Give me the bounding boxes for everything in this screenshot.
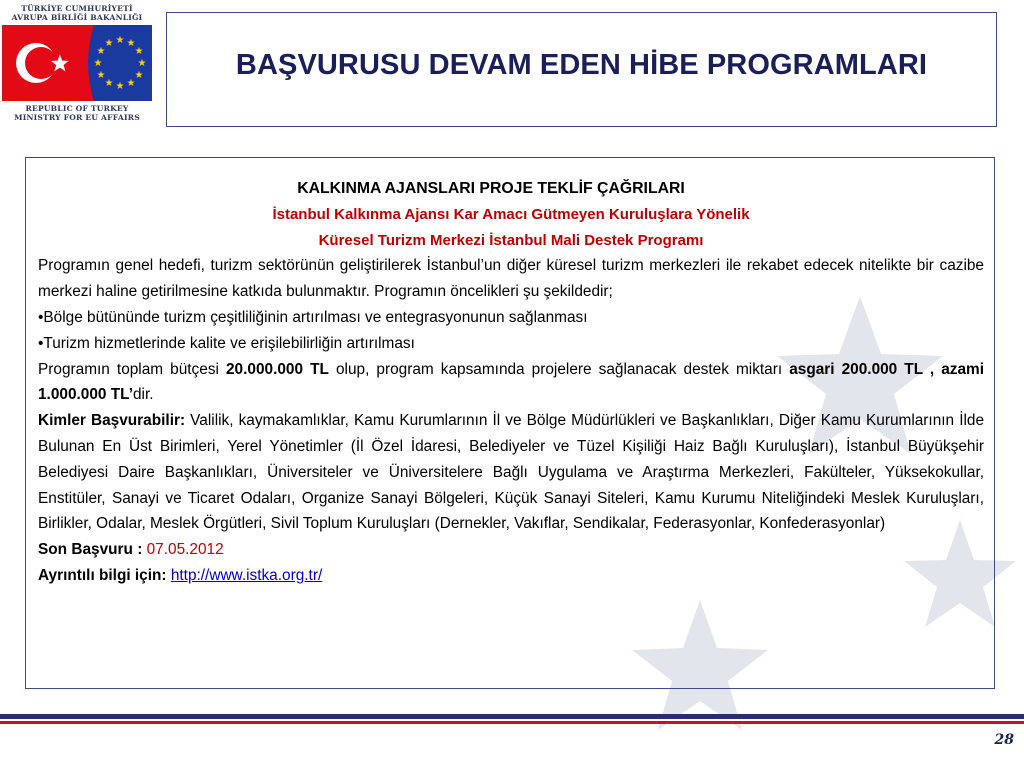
deadline-label: Son Başvuru : <box>38 541 147 559</box>
svg-text:★: ★ <box>126 78 136 89</box>
budget-prefix: Programın toplam bütçesi <box>38 360 226 378</box>
content-panel <box>25 157 995 689</box>
svg-text:★: ★ <box>96 70 106 81</box>
intro-paragraph: Programın genel hedefi, turizm sektörünün geliştirilerek İstanbul’un diğer küresel turizm merkezleri ile rekabet edecek nitelikte bir cazibe merkezi haline getirilmesine katkıda bulunmaktır. Programın öncelikleri şu şekildedir; <box>38 257 984 301</box>
svg-text:★: ★ <box>93 58 103 69</box>
budget-paragraph <box>38 357 984 409</box>
info-label: Ayrıntılı bilgi için: <box>38 566 171 584</box>
svg-text:★: ★ <box>115 81 125 92</box>
logo-text-line: REPUBLIC OF TURKEY <box>25 104 129 113</box>
logo-text-line: AVRUPA BİRLİĞİ BAKANLIĞI <box>11 13 143 22</box>
svg-text:★: ★ <box>115 35 125 46</box>
svg-text:★: ★ <box>137 58 147 69</box>
program-name-line-2: Küresel Turizm Merkezi İstanbul Mali Destek Programı <box>318 231 704 249</box>
header-title-box <box>166 12 997 127</box>
info-line <box>38 563 984 589</box>
info-link[interactable]: http://www.istka.org.tr/ <box>170 566 323 584</box>
footer-band <box>0 714 1024 724</box>
logo-text-line: MINISTRY FOR EU AFFAIRS <box>14 113 140 122</box>
eligibility-text: Valilik, kaymakamlıklar, Kamu Kurumlarının İl ve Bölge Müdürlükleri ve Başkanlıkları, Diğer Kamu Kurumlarının İlde Bulunan En Üst Birimleri, Yerel Yönetimler (İl Özel İdaresi, Belediyeler ve Tüzel Kişiliği Haiz Bağlı Kuruluşları), İstanbul Büyükşehir Belediyesi Daire Başkanlıkları, Üniversiteler ve Üniversitelere Bağlı Uygulama ve Araştırma Merkezleri, Fakülteler, Yüksekokullar, Enstitüler, Sanayi ve Ticaret Odaları, Organize Sanayi Bölgeleri, Küçük Sanayi Siteleri, Kamu Kurumu Niteliğindeki Meslek Kuruluşları, Birlikler, Odalar, Meslek Örgütleri, Sivil Toplum Kuruluşları (Dernekler, Vakıflar, Sendikalar, Federasyonlar, Konfederasyonlar) <box>38 412 985 533</box>
svg-text:★: ★ <box>104 78 114 89</box>
svg-text:★: ★ <box>134 70 144 81</box>
budget-amount: 20.000.000 TL <box>226 360 329 378</box>
bullet-item: •Turizm hizmetlerinde kalite ve erişilebilirliğin artırılması <box>38 334 415 352</box>
ministry-logo <box>2 2 152 126</box>
logo-text-line: TÜRKİYE CUMHURİYETİ <box>21 4 133 13</box>
eligibility-paragraph <box>38 408 984 537</box>
svg-text:★: ★ <box>126 38 136 49</box>
svg-text:★: ★ <box>96 46 106 57</box>
eligibility-label: Kimler Başvurabilir: <box>38 412 186 430</box>
flags-emblem <box>2 25 152 101</box>
section-title: KALKINMA AJANSLARI PROJE TEKLİF ÇAĞRILARI <box>297 180 685 197</box>
footer-red-line <box>0 721 1024 724</box>
budget-middle: olup, program kapsamında projelere sağlanacak destek miktarı <box>328 360 790 378</box>
page-title: BAŞVURUSU DEVAM EDEN HİBE PROGRAMLARI <box>235 49 928 81</box>
deadline-line <box>38 537 984 563</box>
budget-range: asgari 200.000 TL , azami 1.000.000 TL’ <box>38 360 985 404</box>
program-name-line-1: İstanbul Kalkınma Ajansı Kar Amacı Gütmeyen Kuruluşlara Yönelik <box>272 205 750 223</box>
svg-text:★: ★ <box>134 46 144 57</box>
bullet-item: •Bölge bütününde turizm çeşitliliğinin artırılması ve entegrasyonunun sağlanması <box>38 308 588 326</box>
page-number: 28 <box>994 732 1014 748</box>
deadline-value: 07.05.2012 <box>146 541 224 559</box>
budget-suffix: dir. <box>132 386 154 404</box>
svg-text:★: ★ <box>104 38 114 49</box>
